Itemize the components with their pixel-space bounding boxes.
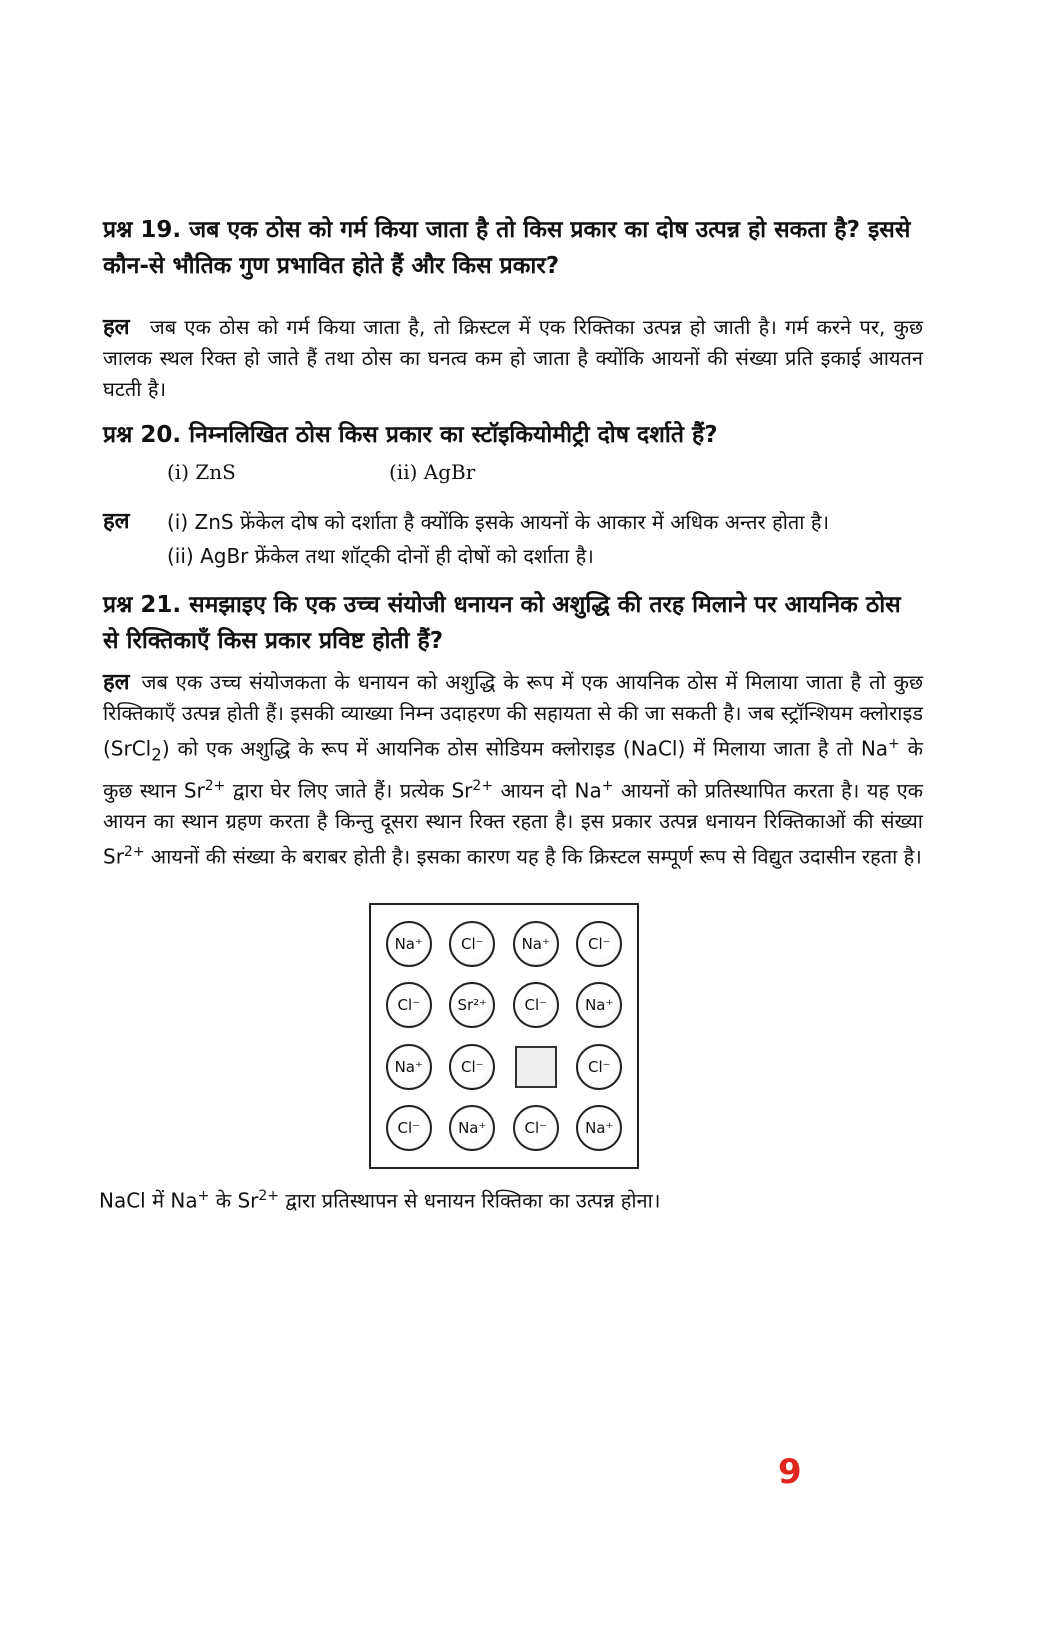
ion-circle: Sr²⁺ [449, 982, 495, 1028]
answer-text-5: आयन दो Na [493, 778, 602, 803]
question-text: निम्नलिखित ठोस किस प्रकार का स्टॉइकियोमीट्री दोष दर्शाते हैं? [189, 422, 718, 448]
ion-circle: Na⁺ [576, 982, 622, 1028]
figure-caption [99, 1181, 923, 1216]
answer-label: हल [103, 509, 130, 534]
question-label: प्रश्न 19. [103, 217, 182, 243]
answer-text-3: के कुछ स्थान Sr [103, 736, 923, 803]
ion-circle: Cl⁻ [513, 982, 559, 1028]
answer-text: जब एक ठोस को गर्म किया जाता है, तो क्रिस्टल में एक रिक्तिका उत्पन्न हो जाती है। गर्म करने पर, कुछ जालक स्थल रिक्त हो जाते हैं तथा ठोस का घनत्व कम हो जाता है क्योंकि आयनों की संख्या प्रति इकाई आयतन घटती है। [103, 315, 924, 401]
answer-line-1: (i) ZnS फ्रेंकेल दोष को दर्शाता है क्योंकि इसके आयनों के आकार में अधिक अन्तर होता है। [167, 510, 830, 534]
ion-circle: Na⁺ [386, 1044, 432, 1090]
superscript-2plus: 2+ [204, 777, 226, 794]
caption-text-2: के Sr [209, 1188, 259, 1213]
ion-circle: Cl⁻ [449, 1044, 495, 1090]
answer-label: हल [103, 315, 130, 340]
cation-vacancy [515, 1046, 557, 1088]
answer-20 [103, 505, 923, 573]
question-label: प्रश्न 21. [103, 592, 182, 618]
question-text: जब एक ठोस को गर्म किया जाता है तो किस प्रकार का दोष उत्पन्न हो सकता है? इससे कौन-से भौतिक गुण प्रभावित होते हैं और किस प्रकार? [103, 217, 911, 279]
ion-circle: Cl⁻ [386, 982, 432, 1028]
option-2: (ii) AgBr [389, 460, 476, 484]
ion-circle: Cl⁻ [513, 1105, 559, 1151]
ion-circle: Na⁺ [513, 921, 559, 967]
crystal-lattice-diagram [369, 903, 639, 1169]
superscript-plus: + [601, 777, 614, 794]
answer-text-6: आयनों को प्रतिस्थापित करता है। यह एक आयन का स्थान ग्रहण करता है किन्तु दूसरा स्थान रिक्त रहता है। इस प्रकार उत्पन्न धनायन रिक्तिकाओं की संख्या Sr [103, 778, 923, 869]
answer-line-2: (ii) AgBr फ्रेंकेल तथा शॉट्की दोनों ही दोषों को दर्शाता है। [167, 544, 594, 568]
answer-text-4: द्वारा घेर लिए जाते हैं। प्रत्येक Sr [225, 778, 473, 803]
answer-text-1: जब एक उच्च संयोजकता के धनायन को अशुद्धि के रूप में एक आयनिक ठोस में मिलाया जाता है तो कुछ रिक्तिकाएँ उत्पन्न होती हैं। इसकी व्याख्या निम्न उदाहरण की सहायता से की जा सकती है। जब स्ट्रॉन्शियम क्लोराइड (SrCl [103, 670, 923, 761]
ion-circle: Cl⁻ [576, 1044, 622, 1090]
option-1: (i) ZnS [167, 460, 236, 484]
superscript-2plus: 2+ [472, 777, 494, 794]
question-text: समझाइए कि एक उच्च संयोजी धनायन को अशुद्धि की तरह मिलाने पर आयनिक ठोस से रिक्तिकाएँ किस प्रकार प्रविष्ट होती हैं? [103, 592, 901, 654]
ion-circle: Cl⁻ [576, 921, 622, 967]
page-number: 9 [778, 1452, 802, 1492]
question-19 [103, 212, 923, 284]
answer-21 [103, 667, 923, 873]
caption-text-3: द्वारा प्रतिस्थापन से धनायन रिक्तिका का उत्पन्न होना। [279, 1188, 661, 1213]
answer-label: हल [103, 670, 130, 695]
ion-circle: Cl⁻ [386, 1105, 432, 1151]
ion-circle: Cl⁻ [449, 921, 495, 967]
superscript-2plus: 2+ [258, 1187, 280, 1204]
question-20-options [167, 457, 923, 487]
superscript-plus: + [888, 736, 900, 752]
superscript-2plus: 2+ [123, 844, 145, 861]
superscript-plus: + [197, 1187, 210, 1204]
ion-circle: Na⁺ [576, 1105, 622, 1151]
ion-circle: Na⁺ [449, 1105, 495, 1151]
page-content [99, 212, 924, 1216]
answer-text-2: ) को एक अशुद्धि के रूप में आयनिक ठोस सोडियम क्लोराइड (NaCl) में मिलाया जाता है तो Na [161, 736, 889, 761]
question-label: प्रश्न 20. [103, 422, 182, 448]
answer-19 [103, 312, 923, 405]
caption-text-1: NaCl में Na [99, 1188, 198, 1213]
ion-circle: Na⁺ [386, 921, 432, 967]
question-20 [103, 417, 923, 453]
question-21 [103, 587, 923, 659]
answer-text-7: आयनों की संख्या के बराबर होती है। इसका कारण यह है कि क्रिस्टल सम्पूर्ण रूप से विद्युत उदासीन रहता है। [144, 844, 922, 869]
subscript-2: 2 [151, 745, 162, 765]
